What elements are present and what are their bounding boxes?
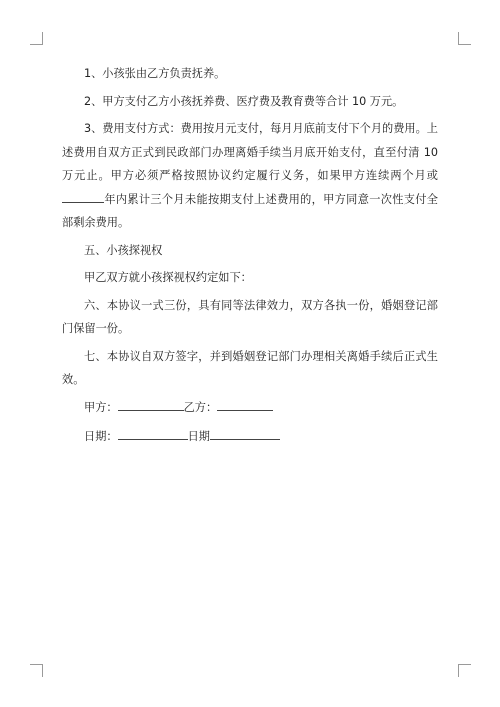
date-a-field[interactable] xyxy=(118,427,188,440)
party-b-signature-field[interactable] xyxy=(217,398,273,411)
date-b-label: 日期 xyxy=(187,430,210,443)
party-b-label: 乙方： xyxy=(183,400,218,414)
date-b-field[interactable] xyxy=(210,427,280,440)
clause-visitation-intro: 甲乙双方就小孩探视权约定如下： xyxy=(84,271,252,284)
document-body xyxy=(62,62,438,455)
crop-mark-bottom-left xyxy=(30,664,43,677)
section-visitation-heading: 五、小孩探视权 xyxy=(84,243,163,257)
crop-mark-top-left xyxy=(30,32,43,45)
date-a-label: 日期： xyxy=(84,430,118,443)
blank-field-year[interactable] xyxy=(62,190,104,203)
crop-mark-bottom-right xyxy=(458,664,471,677)
signature-parties-line xyxy=(62,396,438,420)
clause-payment-method-text-a: 3、费用支付方式：费用按月元支付，每月月底前支付下个月的费用。上述费用自双方正式到民政部门办理离婚手续当月底开始支付，直至付清 10 万元止。甲方必须严格按照协议约定履行义务，如果甲方连续两个月或 xyxy=(62,122,438,182)
clause-payment-method xyxy=(62,117,438,235)
signature-dates-line xyxy=(62,425,438,449)
clause-copies: 六、本协议一式三份，具有同等法律效力，双方各执一份，婚姻登记部门保留一份。 xyxy=(62,298,438,335)
crop-mark-top-right xyxy=(458,32,471,45)
party-a-signature-field[interactable] xyxy=(118,398,184,411)
clause-payment-method-text-b: 年内累计三个月未能按期支付上述费用的，甲方同意一次性支付全部剩余费用。 xyxy=(62,192,438,229)
party-a-label: 甲方： xyxy=(84,400,118,414)
clause-support-amount: 2、甲方支付乙方小孩抚养费、医疗费及教育费等合计 10 万元。 xyxy=(84,94,404,108)
clause-effective: 七、本协议自双方签字，并到婚姻登记部门办理相关离婚手续后正式生效。 xyxy=(62,349,438,386)
clause-custody: 1、小孩张由乙方负责抚养。 xyxy=(84,67,226,80)
